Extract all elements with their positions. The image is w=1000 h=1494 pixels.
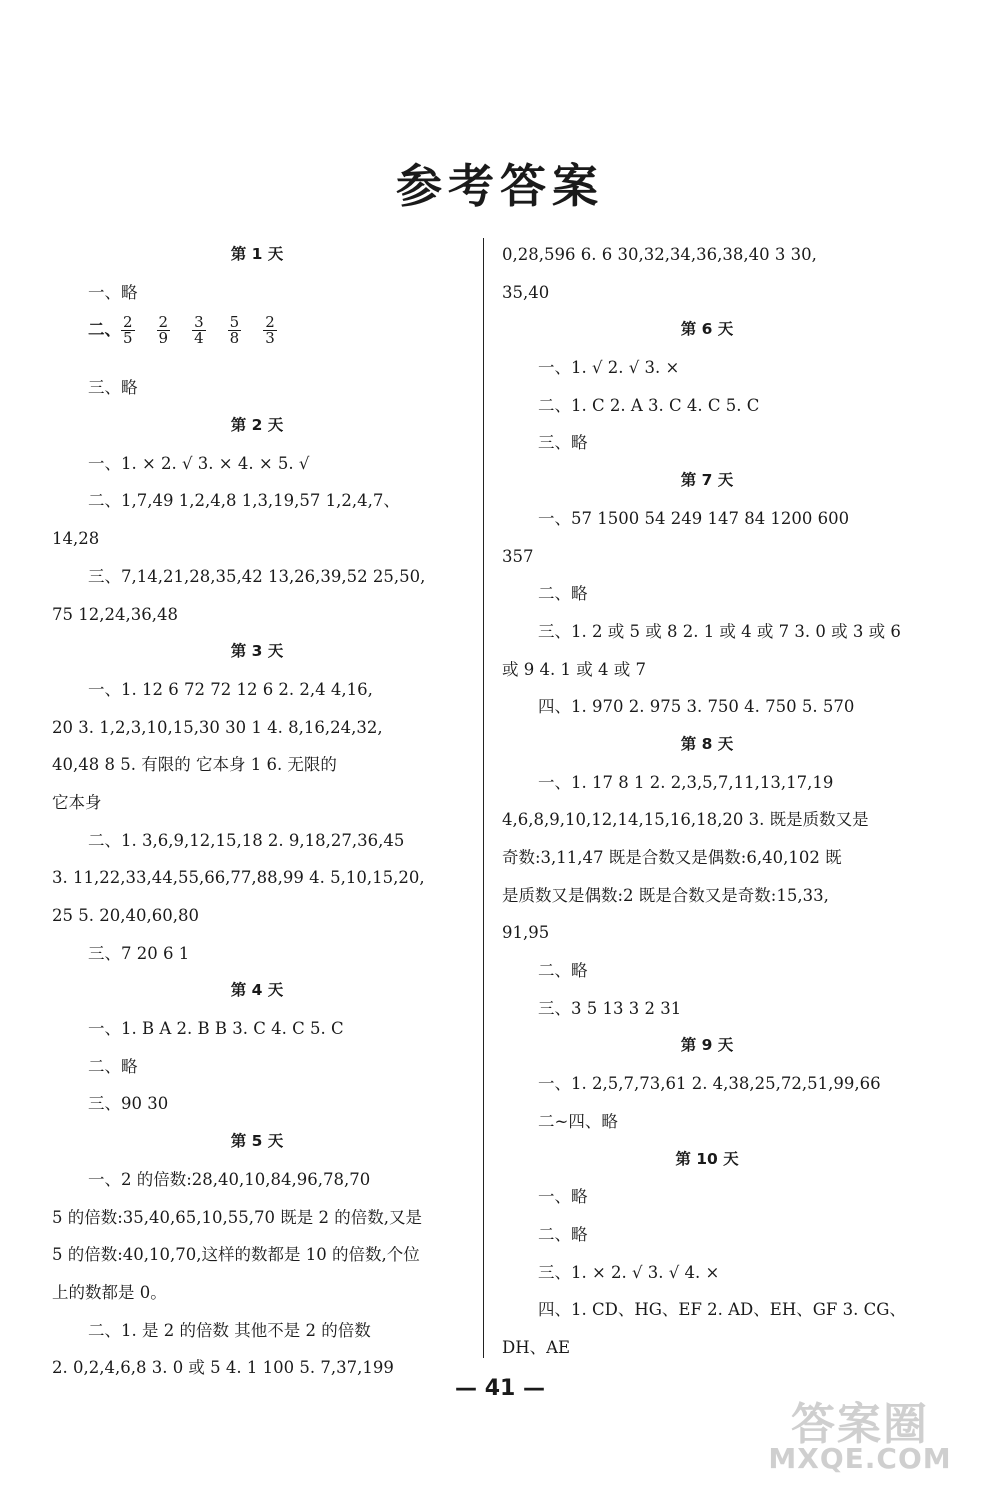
fraction-numerator: 2 — [123, 312, 133, 331]
answer-line: 二、1. 3,6,9,12,15,18 2. 9,18,27,36,45 — [88, 830, 405, 850]
answer-line: 二、1. 是 2 的倍数 其他不是 2 的倍数 — [88, 1320, 371, 1340]
answer-line: DH、AE — [502, 1337, 571, 1357]
answer-line: 40,48 8 5. 有限的 它本身 1 6. 无限的 — [52, 755, 337, 775]
fraction-numerator: 3 — [194, 312, 204, 331]
answer-line: 四、1. 970 2. 975 3. 750 4. 750 5. 570 — [538, 697, 855, 717]
answer-line: 5 的倍数:35,40,65,10,55,70 既是 2 的倍数,又是 — [52, 1207, 422, 1227]
day-heading: 第 9 天 — [680, 1036, 734, 1055]
fraction-denominator: 8 — [229, 329, 240, 348]
fraction-numerator: 5 — [229, 312, 240, 331]
fraction-denominator: 3 — [265, 329, 275, 348]
fraction-answer-line — [52, 311, 462, 369]
answer-line: 一、1. × 2. √ 3. × 4. × 5. √ — [88, 453, 310, 473]
answer-line: 357 — [502, 546, 534, 566]
answer-line: 奇数:3,11,47 既是合数又是偶数:6,40,102 既 — [502, 848, 842, 867]
day-heading: 第 3 天 — [230, 642, 284, 661]
answer-line: 一、1. 17 8 1 2. 2,3,5,7,11,13,17,19 — [538, 772, 834, 792]
answer-line: 25 5. 20,40,60,80 — [52, 906, 199, 925]
answer-line: 75 12,24,36,48 — [52, 604, 178, 624]
answer-line: 0,28,596 6. 6 30,32,34,36,38,40 3 30, — [502, 245, 817, 264]
answer-line: 二~四、略 — [538, 1111, 618, 1131]
day-heading: 第 4 天 — [230, 981, 284, 1000]
page-number: — 41 — — [455, 1376, 545, 1401]
answer-line: 一、1. B A 2. B B 3. C 4. C 5. C — [88, 1019, 344, 1039]
answer-line: 是质数又是偶数:2 既是合数又是奇数:15,33, — [502, 885, 829, 905]
watermark-text-bottom: MXQE.COM — [768, 1442, 952, 1475]
answer-line: 二、略 — [88, 1056, 138, 1076]
watermark-logo — [742, 1388, 978, 1476]
answer-line: 20 3. 1,2,3,10,15,30 30 1 4. 8,16,24,32, — [52, 717, 383, 737]
answer-line: 一、57 1500 54 249 147 84 1200 600 — [538, 508, 850, 528]
fraction — [192, 312, 206, 348]
answer-line: 二、略 — [538, 961, 588, 981]
answer-line: 四、1. CD、HG、EF 2. AD、EH、GF 3. CG、 — [538, 1300, 906, 1320]
column-divider — [483, 238, 484, 1358]
fraction-numerator: 2 — [158, 312, 169, 331]
answer-line: 一、略 — [88, 282, 138, 302]
answer-line: 二、1. C 2. A 3. C 4. C 5. C — [538, 395, 760, 415]
day-heading: 第 2 天 — [230, 416, 284, 435]
day-heading: 第 8 天 — [680, 734, 734, 753]
answer-line: 3. 11,22,33,44,55,66,77,88,99 4. 5,10,15,20, — [52, 868, 425, 888]
answer-line: 14,28 — [52, 529, 100, 549]
answer-line: 二、1,7,49 1,2,4,8 1,3,19,57 1,2,4,7、 — [88, 491, 400, 511]
fraction — [157, 312, 171, 348]
answer-line: 三、7,14,21,28,35,42 13,26,39,52 25,50, — [88, 566, 426, 586]
answer-line: 它本身 — [52, 792, 102, 812]
fraction — [263, 312, 277, 348]
day-heading: 第 6 天 — [680, 320, 734, 339]
answer-line: 一、1. 12 6 72 72 12 6 2. 2,4 4,16, — [88, 679, 373, 699]
watermark-text-top: 答案圈 — [791, 1399, 929, 1450]
answer-line: 4,6,8,9,10,12,14,15,16,18,20 3. 既是质数又是 — [502, 810, 869, 830]
fraction-denominator: 4 — [194, 329, 204, 348]
fraction-denominator: 9 — [158, 329, 169, 348]
answer-line: 三、略 — [88, 378, 138, 398]
answer-line: 上的数都是 0。 — [52, 1282, 167, 1302]
answer-column-left — [52, 236, 462, 1387]
answer-line: 二、略 — [538, 1224, 588, 1244]
day-heading: 第 7 天 — [680, 471, 734, 490]
answer-line: 一、2 的倍数:28,40,10,84,96,78,70 — [88, 1169, 371, 1189]
answer-line: 一、略 — [538, 1187, 588, 1207]
answer-line: 三、1. × 2. √ 3. √ 4. × — [538, 1262, 720, 1282]
answer-line: 91,95 — [502, 923, 550, 943]
answer-line: 一、1. √ 2. √ 3. × — [538, 358, 680, 378]
answer-line: 三、90 30 — [88, 1094, 169, 1114]
answer-line: 二、略 — [538, 584, 588, 604]
question-label: 二、 — [88, 320, 121, 340]
answer-line: 一、1. 2,5,7,73,61 2. 4,38,25,72,51,99,66 — [538, 1074, 881, 1094]
answer-line: 三、略 — [538, 433, 588, 453]
fraction — [228, 312, 242, 348]
fraction-numerator: 2 — [265, 312, 275, 331]
answer-column-right — [502, 236, 912, 1367]
fraction-denominator: 5 — [123, 329, 133, 348]
page-title: 参考答案 — [396, 159, 604, 213]
answer-line: 5 的倍数:40,10,70,这样的数都是 10 的倍数,个位 — [52, 1245, 420, 1265]
day-heading: 第 5 天 — [230, 1132, 284, 1151]
answer-line: 三、3 5 13 3 2 31 — [538, 998, 682, 1018]
answer-line: 三、7 20 6 1 — [88, 943, 190, 963]
answer-line: 三、1. 2 或 5 或 8 2. 1 或 4 或 7 3. 0 或 3 或 6 — [538, 621, 901, 641]
day-heading: 第 1 天 — [230, 245, 284, 263]
answer-line: 2. 0,2,4,6,8 3. 0 或 5 4. 1 100 5. 7,37,199 — [52, 1358, 394, 1378]
fraction — [121, 312, 135, 348]
day-heading: 第 10 天 — [675, 1149, 739, 1168]
answer-line: 35,40 — [502, 282, 550, 302]
answer-line: 或 9 4. 1 或 4 或 7 — [502, 659, 646, 679]
